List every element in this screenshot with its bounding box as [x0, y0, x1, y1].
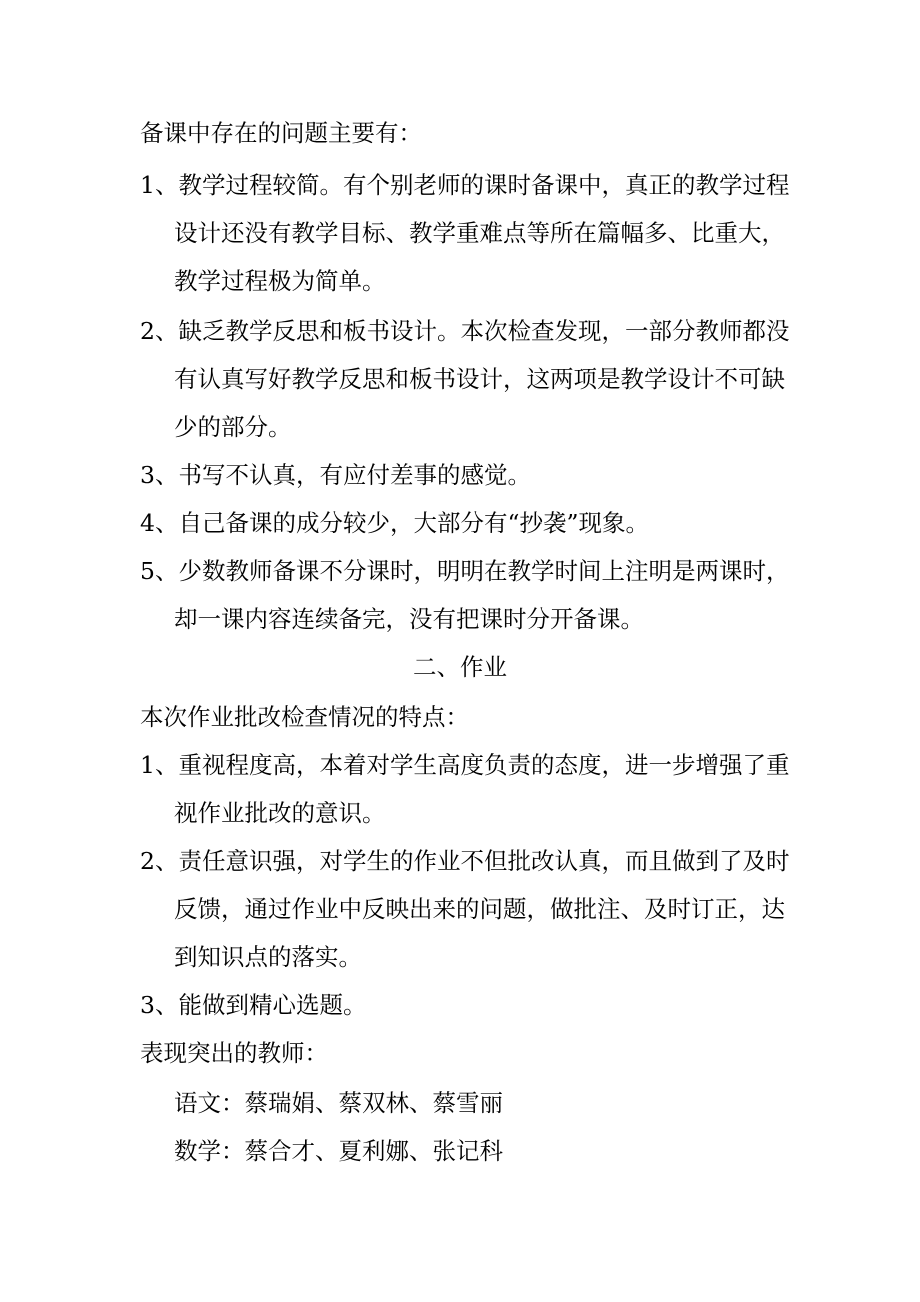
item-number: 1、 — [140, 751, 179, 779]
list-item — [140, 170, 789, 200]
item-number: 4、 — [140, 509, 179, 537]
item-number: 3、 — [140, 991, 179, 1019]
item-text: 责任意识强，对学生的作业不但批改认真，而且做到了及时 — [178, 847, 790, 875]
list-item — [140, 846, 789, 876]
list-item — [140, 556, 789, 586]
item-number: 5、 — [140, 557, 179, 585]
outstanding-math-teachers: 数学：蔡合才、夏利娜、张记科 — [174, 1137, 503, 1165]
list-item — [140, 508, 649, 538]
item-text-continuation: 设计还没有教学目标、教学重难点等所在篇幅多、比重大， — [174, 219, 785, 247]
list-item — [140, 460, 531, 490]
item-number: 2、 — [140, 317, 179, 345]
item-text-continuation: 教学过程极为简单。 — [174, 267, 386, 295]
list-item — [140, 750, 789, 780]
lesson-prep-intro: 备课中存在的问题主要有： — [140, 119, 422, 147]
item-text-continuation: 少的部分。 — [174, 413, 292, 441]
item-number: 2、 — [140, 847, 179, 875]
item-text-continuation: 有认真写好教学反思和板书设计，这两项是教学设计不可缺 — [174, 365, 785, 393]
item-text-continuation: 反馈，通过作业中反映出来的问题，做批注、及时订正，达 — [174, 895, 785, 923]
item-number: 1、 — [140, 171, 179, 199]
item-text-continuation: 却一课内容连续备完，没有把课时分开备课。 — [174, 605, 644, 633]
section-heading-homework: 二、作业 — [413, 653, 507, 681]
list-item — [140, 316, 789, 346]
item-text: 自己备课的成分较少，大部分有“抄袭”现象。 — [178, 509, 649, 537]
outstanding-teachers-intro: 表现突出的教师： — [140, 1039, 328, 1067]
item-text-continuation: 视作业批改的意识。 — [174, 799, 386, 827]
item-number: 3、 — [140, 461, 179, 489]
item-text: 书写不认真，有应付差事的感觉。 — [178, 461, 531, 489]
item-text-continuation: 到知识点的落实。 — [174, 943, 362, 971]
homework-intro: 本次作业批改检查情况的特点： — [140, 703, 469, 731]
item-text: 缺乏教学反思和板书设计。本次检查发现，一部分教师都没 — [178, 317, 790, 345]
item-text: 教学过程较简。有个别老师的课时备课中，真正的教学过程 — [178, 171, 790, 199]
item-text: 少数教师备课不分课时，明明在教学时间上注明是两课时， — [178, 557, 790, 585]
item-text: 重视程度高，本着对学生高度负责的态度，进一步增强了重 — [178, 751, 790, 779]
list-item — [140, 990, 366, 1020]
outstanding-chinese-teachers: 语文：蔡瑞娟、蔡双林、蔡雪丽 — [174, 1089, 503, 1117]
item-text: 能做到精心选题。 — [178, 991, 367, 1019]
